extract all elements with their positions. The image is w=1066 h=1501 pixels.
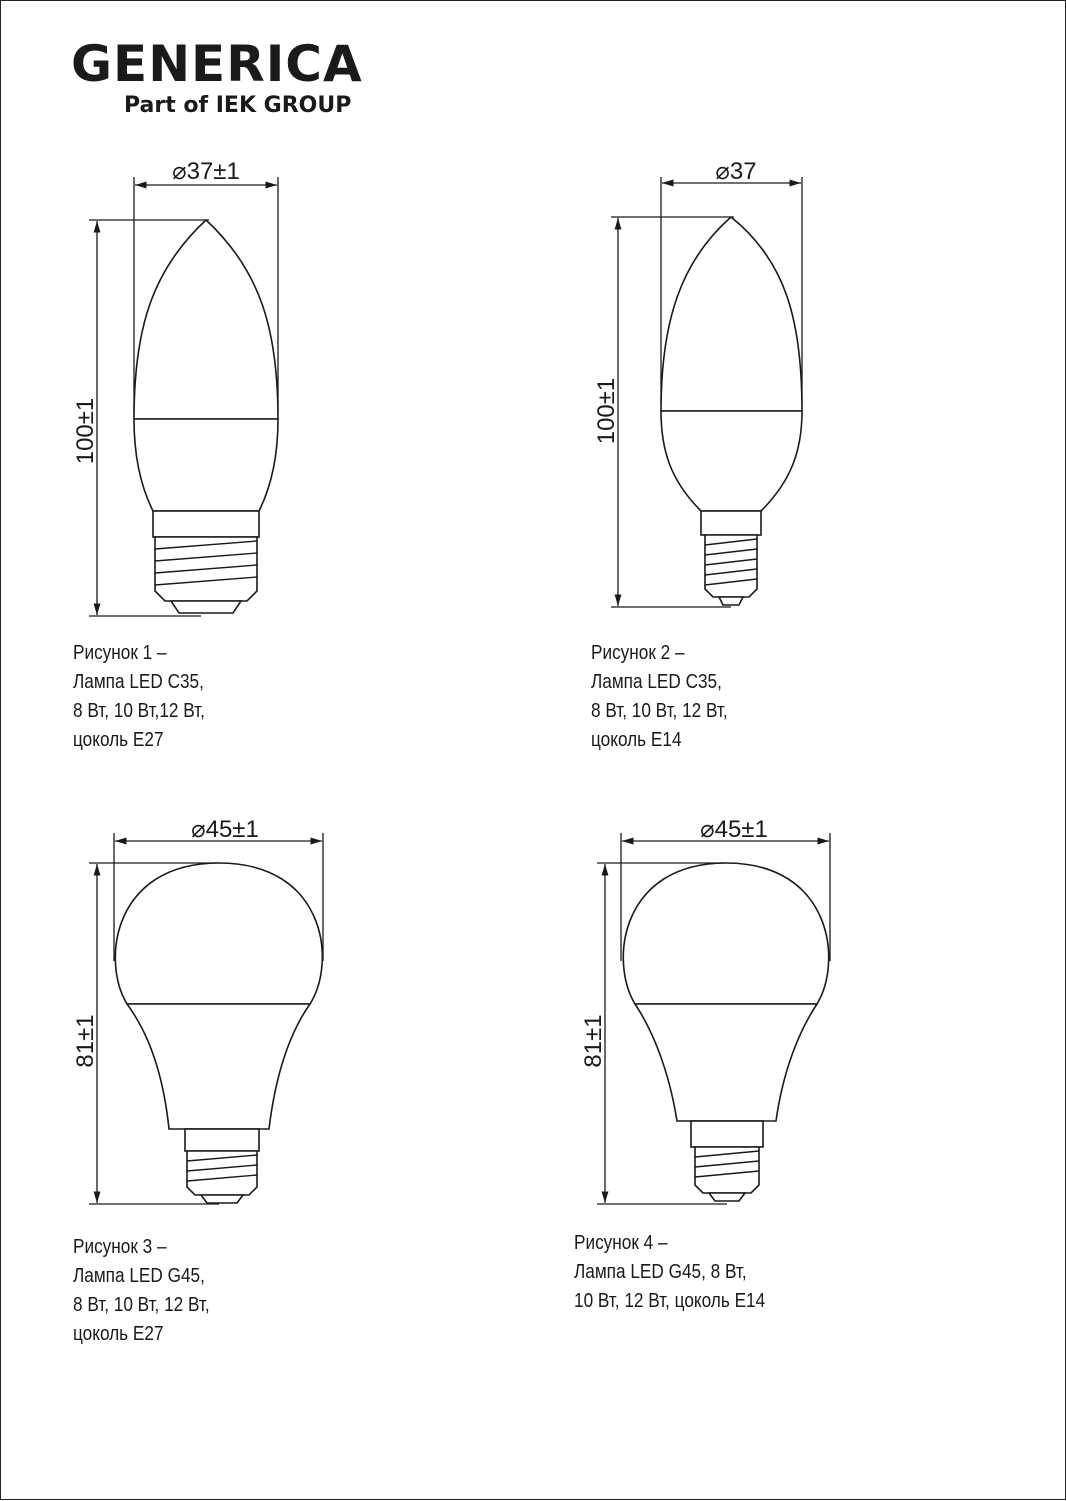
figure-2-caption — [591, 639, 728, 755]
figure-2-diameter-label: ⌀37 — [715, 158, 757, 185]
figure-2-bulb — [593, 158, 802, 607]
figure-4-caption-line: Рисунок 4 – — [574, 1232, 668, 1254]
figure-3-caption-line: 8 Вт, 10 Вт, 12 Вт, — [73, 1294, 210, 1316]
brand-logo: GENERICA — [71, 35, 363, 93]
figure-1-caption-line: Лампа LED C35, — [73, 671, 204, 693]
figure-1-caption-line: 8 Вт, 10 Вт,12 Вт, — [73, 700, 205, 722]
figure-4-diameter-label: ⌀45±1 — [700, 816, 768, 843]
figure-4-caption-line: Лампа LED G45, 8 Вт, — [574, 1261, 747, 1283]
figure-2-height-label: 100±1 — [593, 377, 620, 445]
figure-2-caption-line: Рисунок 2 – — [591, 642, 685, 664]
figure-1-bulb — [72, 158, 278, 616]
figure-3-bulb — [72, 816, 323, 1204]
brand-subtitle: Part of IEK GROUP — [124, 93, 352, 118]
figure-3-caption-line: цоколь E27 — [73, 1323, 164, 1345]
figure-4-bulb — [580, 816, 830, 1204]
figure-4-caption-line: 10 Вт, 12 Вт, цоколь E14 — [574, 1290, 766, 1312]
figure-1-diameter-label: ⌀37±1 — [172, 158, 240, 185]
figure-1-caption-line: Рисунок 1 – — [73, 642, 167, 664]
figure-4-height-label: 81±1 — [580, 1014, 607, 1068]
figure-1-caption — [73, 639, 205, 755]
figure-3-caption — [73, 1233, 210, 1349]
figure-4-caption — [574, 1229, 765, 1316]
figure-3-caption-line: Рисунок 3 – — [73, 1236, 167, 1258]
figure-2-caption-line: цоколь E14 — [591, 729, 682, 751]
figure-1-height-label: 100±1 — [72, 397, 99, 465]
figure-1-caption-line: цоколь E27 — [73, 729, 164, 751]
figure-2-caption-line: Лампа LED C35, — [591, 671, 722, 693]
figure-3-diameter-label: ⌀45±1 — [191, 816, 259, 843]
figure-2-caption-line: 8 Вт, 10 Вт, 12 Вт, — [591, 700, 728, 722]
figure-3-height-label: 81±1 — [72, 1014, 99, 1068]
figure-3-caption-line: Лампа LED G45, — [73, 1265, 205, 1287]
